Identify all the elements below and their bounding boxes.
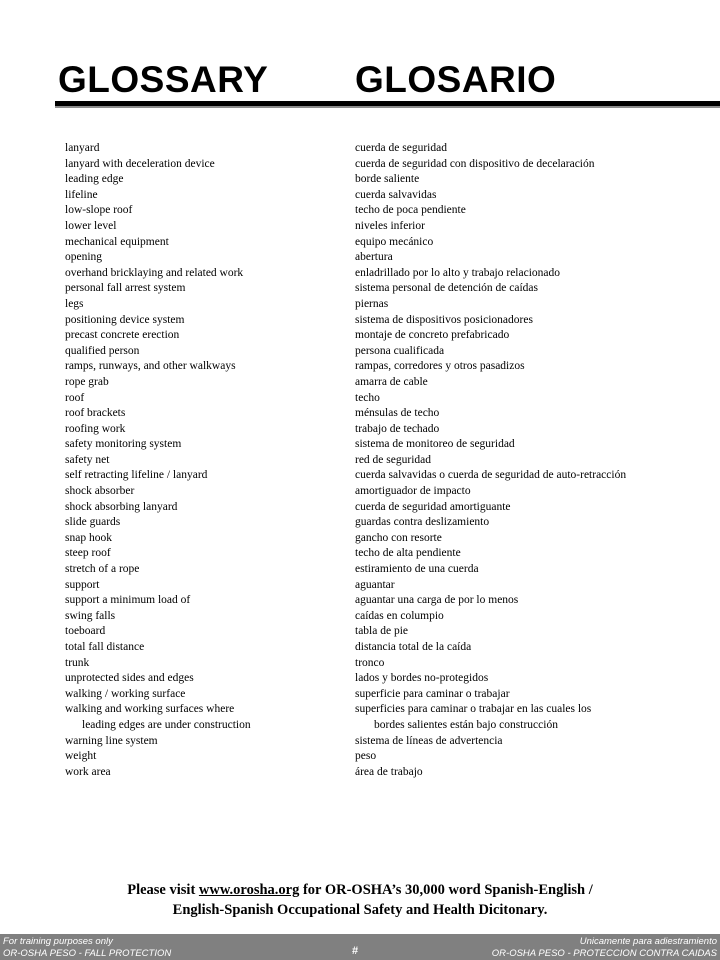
term-spanish: equipo mecánico — [355, 235, 434, 248]
term-spanish: techo de alta pendiente — [355, 547, 461, 560]
term-english: toeboard — [65, 625, 106, 638]
term-spanish: gancho con resorte — [355, 531, 442, 544]
glossary-row — [0, 749, 720, 765]
term-english: total fall distance — [65, 641, 145, 653]
notice-text-line2: English-Spanish Occupational Safety and Health Dicitonary. — [172, 902, 548, 918]
term-english: warning line system — [65, 734, 158, 747]
term-spanish: enladrillado por lo alto y trabajo relacionado — [355, 266, 561, 279]
glossary-row — [0, 640, 720, 656]
term-spanish: sistema de líneas de advertencia — [355, 734, 503, 747]
glossary-row — [0, 546, 720, 562]
term-english: legs — [65, 297, 84, 310]
glossary-row — [0, 656, 720, 672]
term-english: support — [65, 578, 100, 591]
notice-text-end: for OR-OSHA’s 30,000 word Spanish-English / — [299, 882, 593, 898]
glossary-list — [0, 141, 720, 780]
term-spanish: tronco — [355, 656, 385, 669]
term-english: walking / working surface — [65, 687, 186, 700]
glossary-row — [0, 702, 720, 718]
term-english: unprotected sides and edges — [65, 672, 194, 685]
glossary-row — [0, 219, 720, 235]
dictionary-notice — [40, 880, 680, 920]
term-spanish: sistema de monitoreo de seguridad — [355, 438, 515, 451]
term-spanish: tabla de pie — [355, 625, 409, 638]
term-english: low-slope roof — [65, 204, 133, 217]
term-english: walking and working surfaces where — [65, 703, 235, 716]
term-english: precast concrete erection — [65, 329, 180, 342]
glossary-row — [0, 609, 720, 625]
term-spanish: cuerda salvavidas — [355, 188, 437, 201]
term-spanish: techo — [355, 391, 380, 404]
title-spanish: GLOSARIO — [355, 59, 557, 100]
term-english: leading edges are under construction — [82, 718, 251, 731]
term-spanish: distancia total de la caída — [355, 641, 472, 653]
glossary-row — [0, 313, 720, 329]
title-rule — [55, 101, 720, 108]
term-spanish: cuerda de seguridad con dispositivo de decelaración — [355, 157, 595, 170]
glossary-row — [0, 235, 720, 251]
orosha-link[interactable]: www.orosha.org — [198, 882, 300, 898]
term-spanish: persona cualificada — [355, 344, 445, 357]
term-spanish: amortiguador de impacto — [355, 485, 471, 498]
footer-page-number: # — [352, 945, 359, 957]
term-english: snap hook — [65, 531, 112, 544]
term-english: positioning device system — [65, 313, 185, 326]
term-spanish: red de seguridad — [355, 453, 431, 466]
term-spanish: cuerda salvavidas o cuerda de seguridad de auto-retracción — [355, 469, 627, 482]
glossary-row — [0, 531, 720, 547]
term-spanish: sistema personal de detención de caídas — [355, 282, 538, 295]
term-english: ramps, runways, and other walkways — [65, 360, 236, 373]
footer-training-note: For training purposes only — [3, 936, 113, 947]
term-english: roof — [65, 391, 85, 404]
term-english: trunk — [65, 656, 90, 669]
glossary-row — [0, 141, 720, 157]
glossary-row — [0, 562, 720, 578]
term-english: overhand bricklaying and related work — [65, 266, 244, 279]
term-english: mechanical equipment — [65, 235, 169, 248]
glossary-row — [0, 718, 720, 734]
footer-course-title: OR-OSHA PESO - FALL PROTECTION — [3, 948, 172, 959]
glossary-row — [0, 500, 720, 516]
term-english: roof brackets — [65, 407, 126, 420]
term-english: weight — [65, 750, 97, 763]
term-english: shock absorbing lanyard — [65, 500, 178, 513]
term-spanish: montaje de concreto prefabricado — [355, 329, 510, 342]
glossary-row — [0, 281, 720, 297]
term-english: slide guards — [65, 516, 121, 529]
term-spanish: caídas en columpio — [355, 609, 444, 622]
glossary-row — [0, 765, 720, 781]
term-english: lifeline — [65, 188, 98, 201]
term-spanish: aguantar una carga de por lo menos — [355, 594, 519, 607]
glossary-row — [0, 593, 720, 609]
term-spanish: trabajo de techado — [355, 422, 440, 435]
glossary-row — [0, 250, 720, 266]
term-spanish: techo de poca pendiente — [355, 204, 466, 217]
glossary-row — [0, 437, 720, 453]
term-english: shock absorber — [65, 485, 135, 498]
term-spanish: cuerda de seguridad amortiguante — [355, 500, 511, 513]
term-english: safety net — [65, 453, 110, 466]
glossary-row — [0, 484, 720, 500]
glossary-row — [0, 515, 720, 531]
term-spanish: ménsulas de techo — [355, 407, 440, 420]
term-spanish: guardas contra deslizamiento — [355, 516, 490, 529]
notice-text-start: Please visit — [127, 882, 199, 898]
glossary-row — [0, 624, 720, 640]
term-english: swing falls — [65, 609, 116, 622]
glossary-row — [0, 422, 720, 438]
term-spanish: peso — [355, 750, 377, 763]
term-english: opening — [65, 251, 103, 264]
glossary-row — [0, 671, 720, 687]
term-english: rope grab — [65, 375, 109, 388]
term-spanish: niveles inferior — [355, 219, 425, 232]
term-english: lanyard — [65, 142, 100, 154]
term-spanish: rampas, corredores y otros pasadizos — [355, 360, 525, 373]
footer-training-note-spanish: Unicamente para adiestramiento — [579, 936, 717, 947]
title-english: GLOSSARY — [58, 59, 269, 100]
glossary-row — [0, 687, 720, 703]
glossary-row — [0, 328, 720, 344]
term-spanish: piernas — [355, 297, 389, 310]
term-spanish: bordes salientes están bajo construcción — [374, 718, 558, 731]
term-english: stretch of a rope — [65, 563, 140, 576]
term-spanish: abertura — [355, 251, 393, 264]
term-spanish: sistema de dispositivos posicionadores — [355, 313, 533, 326]
glossary-row — [0, 188, 720, 204]
term-english: work area — [65, 765, 111, 778]
glossary-row — [0, 578, 720, 594]
glossary-row — [0, 297, 720, 313]
glossary-row — [0, 344, 720, 360]
glossary-row — [0, 359, 720, 375]
term-spanish: lados y bordes no-protegidos — [355, 672, 489, 685]
term-english: lanyard with deceleration device — [65, 157, 215, 170]
term-spanish: estiramiento de una cuerda — [355, 563, 479, 576]
term-spanish: superficie para caminar o trabajar — [355, 687, 510, 700]
term-english: roofing work — [65, 422, 126, 435]
glossary-row — [0, 453, 720, 469]
term-english: safety monitoring system — [65, 438, 182, 451]
term-english: support a minimum load of — [65, 594, 191, 607]
term-english: lower level — [65, 219, 117, 232]
glossary-row — [0, 734, 720, 750]
term-english: steep roof — [65, 547, 111, 560]
term-english: personal fall arrest system — [65, 282, 186, 295]
glossary-row — [0, 468, 720, 484]
glossary-row — [0, 406, 720, 422]
term-spanish: cuerda de seguridad — [355, 142, 447, 154]
glossary-row — [0, 375, 720, 391]
glossary-row — [0, 203, 720, 219]
term-spanish: área de trabajo — [355, 765, 423, 778]
term-spanish: superficies para caminar o trabajar en las cuales los — [355, 703, 592, 716]
term-english: qualified person — [65, 344, 140, 357]
footer-course-title-spanish: OR-OSHA PESO - PROTECCION CONTRA CAIDAS — [491, 948, 717, 959]
term-english: leading edge — [65, 173, 124, 186]
glossary-row — [0, 391, 720, 407]
glossary-row — [0, 157, 720, 173]
footer-bar — [0, 934, 720, 960]
term-spanish: amarra de cable — [355, 375, 428, 388]
glossary-row — [0, 172, 720, 188]
term-spanish: aguantar — [355, 578, 395, 591]
glossary-row — [0, 266, 720, 282]
term-spanish: borde saliente — [355, 173, 420, 186]
term-english: self retracting lifeline / lanyard — [65, 469, 208, 482]
